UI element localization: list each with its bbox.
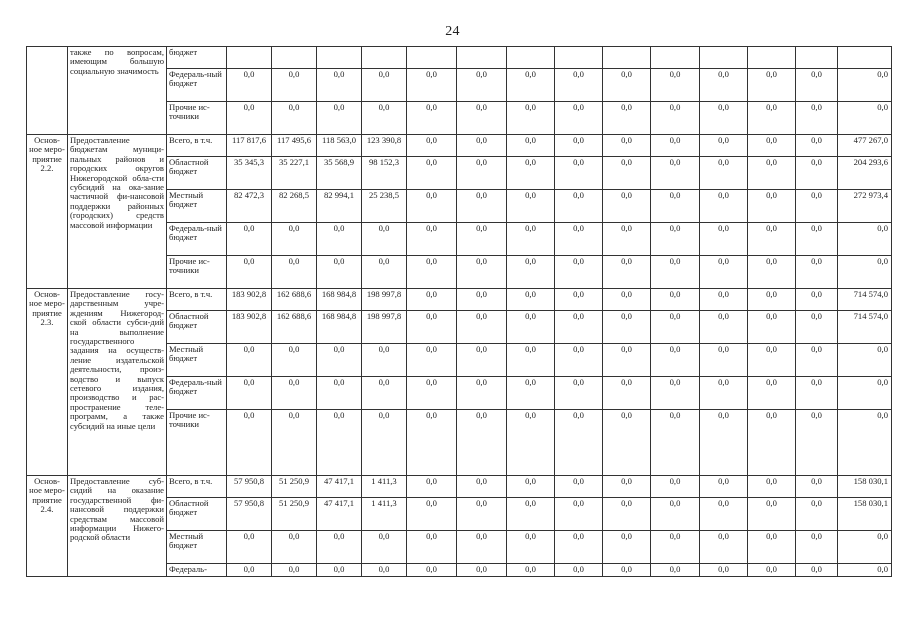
value-cell: 162 688,6	[272, 289, 317, 311]
funding-source-cell: Федераль-ный бюджет	[167, 69, 227, 102]
value-cell: 0,0	[651, 69, 700, 102]
value-cell: 0,0	[651, 410, 700, 476]
value-cell: 0,0	[457, 135, 507, 157]
value-cell: 0,0	[651, 135, 700, 157]
value-cell: 0,0	[457, 377, 507, 410]
value-cell: 0,0	[507, 377, 555, 410]
value-cell	[272, 47, 317, 69]
value-cell: 0,0	[748, 135, 796, 157]
value-cell: 0,0	[700, 223, 748, 256]
value-cell	[555, 47, 603, 69]
value-cell: 0,0	[555, 256, 603, 289]
value-cell: 0,0	[407, 256, 457, 289]
value-cell: 0,0	[362, 344, 407, 377]
value-cell: 0,0	[796, 69, 838, 102]
value-cell: 0,0	[838, 223, 892, 256]
value-cell: 0,0	[555, 311, 603, 344]
value-cell: 0,0	[603, 564, 651, 577]
value-cell: 183 902,8	[227, 311, 272, 344]
value-cell: 35 568,9	[317, 157, 362, 190]
value-cell: 0,0	[317, 223, 362, 256]
value-cell	[796, 47, 838, 69]
funding-source-cell: Местный бюджет	[167, 190, 227, 223]
value-cell: 0,0	[317, 564, 362, 577]
value-cell: 0,0	[317, 69, 362, 102]
value-cell: 0,0	[407, 289, 457, 311]
value-cell: 0,0	[603, 289, 651, 311]
value-cell	[748, 47, 796, 69]
funding-source-cell: Федераль-ный бюджет	[167, 223, 227, 256]
value-cell: 0,0	[700, 69, 748, 102]
value-cell: 0,0	[748, 564, 796, 577]
value-cell: 168 984,8	[317, 289, 362, 311]
value-cell: 1 411,3	[362, 476, 407, 498]
value-cell: 0,0	[555, 157, 603, 190]
value-cell: 0,0	[457, 157, 507, 190]
value-cell: 0,0	[227, 102, 272, 135]
table-row	[27, 289, 892, 311]
value-cell: 0,0	[407, 157, 457, 190]
value-cell: 0,0	[700, 135, 748, 157]
value-cell: 0,0	[603, 69, 651, 102]
value-cell: 0,0	[317, 344, 362, 377]
value-cell: 198 997,8	[362, 311, 407, 344]
value-cell: 0,0	[796, 190, 838, 223]
value-cell: 0,0	[317, 410, 362, 476]
value-cell: 0,0	[457, 476, 507, 498]
value-cell: 162 688,6	[272, 311, 317, 344]
funding-source-cell: Всего, в т.ч.	[167, 476, 227, 498]
value-cell: 0,0	[407, 102, 457, 135]
value-cell: 0,0	[362, 69, 407, 102]
funding-source-cell: Прочие ис-точники	[167, 256, 227, 289]
value-cell: 0,0	[555, 190, 603, 223]
value-cell: 0,0	[603, 476, 651, 498]
value-cell: 0,0	[796, 135, 838, 157]
value-cell: 0,0	[700, 311, 748, 344]
value-cell: 0,0	[457, 498, 507, 531]
value-cell: 123 390,8	[362, 135, 407, 157]
description-cell: Предоставление бюджетам муници-пальных районов и городских округов Нижегородской обла-сти субсидий на ока-зание частичной фи-нансовой поддержки районных (городских) средств массовой информации	[68, 135, 167, 289]
value-cell: 272 973,4	[838, 190, 892, 223]
value-cell: 0,0	[272, 564, 317, 577]
value-cell: 0,0	[362, 102, 407, 135]
value-cell: 0,0	[603, 157, 651, 190]
value-cell: 0,0	[603, 190, 651, 223]
value-cell: 0,0	[227, 344, 272, 377]
value-cell: 0,0	[748, 377, 796, 410]
funding-source-cell: Местный бюджет	[167, 344, 227, 377]
value-cell: 0,0	[457, 564, 507, 577]
value-cell: 118 563,0	[317, 135, 362, 157]
value-cell: 0,0	[555, 102, 603, 135]
value-cell: 0,0	[603, 531, 651, 564]
value-cell: 0,0	[651, 531, 700, 564]
value-cell: 0,0	[272, 256, 317, 289]
value-cell: 0,0	[700, 157, 748, 190]
value-cell: 0,0	[272, 223, 317, 256]
value-cell: 0,0	[796, 498, 838, 531]
value-cell: 0,0	[272, 410, 317, 476]
value-cell: 183 902,8	[227, 289, 272, 311]
value-cell: 47 417,1	[317, 498, 362, 531]
value-cell: 0,0	[700, 531, 748, 564]
value-cell: 0,0	[407, 135, 457, 157]
description-cell: Предоставление госу-дарственным учре-ждениям Нижегород-ской области субси-дий на выполнение государственного задания на осуществ-ление издательской деятельности, произ-водство и выпуск сетевого издания, производство и рас-пространение теле-программ, а также субсидий на иные цели	[68, 289, 167, 476]
value-cell: 0,0	[748, 157, 796, 190]
value-cell: 0,0	[796, 564, 838, 577]
value-cell: 0,0	[603, 311, 651, 344]
value-cell: 0,0	[407, 531, 457, 564]
value-cell: 0,0	[603, 344, 651, 377]
value-cell: 0,0	[227, 531, 272, 564]
value-cell: 0,0	[272, 531, 317, 564]
funding-source-cell: Федераль-	[167, 564, 227, 577]
value-cell: 0,0	[555, 69, 603, 102]
value-cell: 0,0	[796, 289, 838, 311]
value-cell: 0,0	[317, 531, 362, 564]
value-cell: 0,0	[796, 344, 838, 377]
value-cell: 0,0	[700, 564, 748, 577]
value-cell: 0,0	[748, 256, 796, 289]
value-cell: 0,0	[317, 102, 362, 135]
funding-source-cell: Прочие ис-точники	[167, 410, 227, 476]
funding-source-cell: Областной бюджет	[167, 311, 227, 344]
value-cell: 0,0	[227, 256, 272, 289]
value-cell: 0,0	[603, 498, 651, 531]
value-cell: 117 817,6	[227, 135, 272, 157]
value-cell	[362, 47, 407, 69]
value-cell: 477 267,0	[838, 135, 892, 157]
value-cell: 0,0	[555, 344, 603, 377]
value-cell: 0,0	[555, 498, 603, 531]
value-cell: 0,0	[227, 564, 272, 577]
value-cell: 0,0	[407, 223, 457, 256]
value-cell: 0,0	[748, 190, 796, 223]
value-cell: 0,0	[457, 531, 507, 564]
value-cell: 0,0	[555, 289, 603, 311]
value-cell: 0,0	[651, 289, 700, 311]
value-cell: 0,0	[796, 157, 838, 190]
value-cell: 0,0	[457, 410, 507, 476]
value-cell: 0,0	[457, 289, 507, 311]
value-cell: 0,0	[457, 256, 507, 289]
value-cell: 168 984,8	[317, 311, 362, 344]
value-cell: 0,0	[555, 410, 603, 476]
value-cell: 0,0	[507, 223, 555, 256]
table-row	[27, 47, 892, 69]
value-cell: 0,0	[748, 344, 796, 377]
value-cell: 0,0	[227, 377, 272, 410]
value-cell	[407, 47, 457, 69]
value-cell: 0,0	[748, 410, 796, 476]
value-cell: 82 472,3	[227, 190, 272, 223]
value-cell: 0,0	[555, 377, 603, 410]
value-cell: 57 950,8	[227, 498, 272, 531]
funding-source-cell: Местный бюджет	[167, 531, 227, 564]
value-cell: 0,0	[700, 256, 748, 289]
value-cell: 1 411,3	[362, 498, 407, 531]
value-cell: 0,0	[507, 157, 555, 190]
value-cell: 98 152,3	[362, 157, 407, 190]
value-cell: 0,0	[407, 564, 457, 577]
value-cell: 0,0	[796, 102, 838, 135]
value-cell: 0,0	[796, 256, 838, 289]
value-cell: 0,0	[651, 377, 700, 410]
value-cell: 0,0	[603, 102, 651, 135]
value-cell: 0,0	[362, 256, 407, 289]
value-cell: 0,0	[838, 69, 892, 102]
value-cell: 0,0	[748, 531, 796, 564]
value-cell: 0,0	[796, 223, 838, 256]
value-cell: 57 950,8	[227, 476, 272, 498]
funding-source-cell: бюджет	[167, 47, 227, 69]
value-cell: 0,0	[457, 190, 507, 223]
value-cell: 0,0	[407, 344, 457, 377]
value-cell: 158 030,1	[838, 498, 892, 531]
value-cell: 0,0	[700, 410, 748, 476]
value-cell: 0,0	[507, 410, 555, 476]
value-cell: 0,0	[407, 69, 457, 102]
value-cell: 0,0	[317, 256, 362, 289]
value-cell: 0,0	[651, 311, 700, 344]
value-cell: 0,0	[507, 256, 555, 289]
funding-source-cell: Областной бюджет	[167, 498, 227, 531]
value-cell: 0,0	[651, 223, 700, 256]
value-cell: 0,0	[507, 311, 555, 344]
description-cell: Предоставление суб-сидий на оказание государственной фи-нансовой поддержки средствам массовой информации Нижего-родской области	[68, 476, 167, 577]
action-cell: Основ-ное меро-приятие 2.3.	[27, 289, 68, 476]
value-cell: 0,0	[796, 377, 838, 410]
value-cell: 0,0	[603, 135, 651, 157]
value-cell: 0,0	[700, 476, 748, 498]
value-cell: 0,0	[651, 498, 700, 531]
value-cell: 0,0	[272, 102, 317, 135]
value-cell: 0,0	[272, 377, 317, 410]
value-cell: 0,0	[651, 344, 700, 377]
value-cell: 0,0	[272, 344, 317, 377]
funding-source-cell: Всего, в т.ч.	[167, 135, 227, 157]
value-cell: 0,0	[748, 289, 796, 311]
value-cell: 51 250,9	[272, 498, 317, 531]
value-cell: 0,0	[748, 69, 796, 102]
value-cell: 0,0	[362, 564, 407, 577]
value-cell: 0,0	[507, 498, 555, 531]
value-cell: 0,0	[507, 531, 555, 564]
budget-table	[26, 46, 892, 577]
value-cell: 0,0	[457, 311, 507, 344]
action-cell: Основ-ное меро-приятие 2.4.	[27, 476, 68, 577]
value-cell	[457, 47, 507, 69]
value-cell: 0,0	[407, 190, 457, 223]
value-cell: 0,0	[362, 531, 407, 564]
value-cell: 0,0	[700, 498, 748, 531]
value-cell: 0,0	[838, 256, 892, 289]
value-cell	[507, 47, 555, 69]
value-cell: 714 574,0	[838, 311, 892, 344]
value-cell: 0,0	[838, 531, 892, 564]
value-cell: 0,0	[838, 344, 892, 377]
value-cell: 0,0	[651, 190, 700, 223]
value-cell: 0,0	[507, 190, 555, 223]
value-cell: 47 417,1	[317, 476, 362, 498]
value-cell: 0,0	[227, 69, 272, 102]
value-cell: 0,0	[748, 476, 796, 498]
value-cell: 0,0	[555, 476, 603, 498]
value-cell: 0,0	[317, 377, 362, 410]
value-cell	[603, 47, 651, 69]
funding-source-cell: Федераль-ный бюджет	[167, 377, 227, 410]
value-cell: 0,0	[507, 289, 555, 311]
value-cell: 0,0	[555, 135, 603, 157]
value-cell: 0,0	[651, 256, 700, 289]
value-cell: 0,0	[700, 377, 748, 410]
value-cell: 51 250,9	[272, 476, 317, 498]
value-cell: 158 030,1	[838, 476, 892, 498]
value-cell: 0,0	[407, 498, 457, 531]
page-number: 24	[445, 24, 460, 39]
value-cell: 0,0	[362, 377, 407, 410]
value-cell: 0,0	[796, 531, 838, 564]
value-cell: 0,0	[700, 344, 748, 377]
value-cell: 25 238,5	[362, 190, 407, 223]
value-cell: 0,0	[748, 498, 796, 531]
value-cell: 0,0	[838, 564, 892, 577]
budget-table-body	[27, 47, 892, 577]
action-cell: Основ-ное меро-приятие 2.2.	[27, 135, 68, 289]
value-cell: 0,0	[838, 410, 892, 476]
value-cell: 0,0	[603, 256, 651, 289]
value-cell: 0,0	[507, 69, 555, 102]
value-cell: 0,0	[457, 69, 507, 102]
value-cell: 0,0	[407, 410, 457, 476]
value-cell: 0,0	[651, 476, 700, 498]
value-cell: 0,0	[555, 564, 603, 577]
value-cell	[317, 47, 362, 69]
value-cell: 0,0	[748, 223, 796, 256]
table-row	[27, 135, 892, 157]
action-cell	[27, 47, 68, 135]
funding-source-cell: Прочие ис-точники	[167, 102, 227, 135]
value-cell: 82 994,1	[317, 190, 362, 223]
value-cell: 0,0	[838, 102, 892, 135]
value-cell: 0,0	[407, 311, 457, 344]
value-cell: 0,0	[457, 102, 507, 135]
value-cell: 0,0	[227, 410, 272, 476]
value-cell: 82 268,5	[272, 190, 317, 223]
value-cell: 0,0	[651, 157, 700, 190]
value-cell: 0,0	[700, 102, 748, 135]
value-cell: 0,0	[272, 69, 317, 102]
value-cell: 0,0	[796, 476, 838, 498]
value-cell: 204 293,6	[838, 157, 892, 190]
funding-source-cell: Всего, в т.ч.	[167, 289, 227, 311]
value-cell: 0,0	[227, 223, 272, 256]
value-cell: 35 345,3	[227, 157, 272, 190]
value-cell: 0,0	[507, 476, 555, 498]
value-cell: 0,0	[507, 344, 555, 377]
value-cell: 0,0	[651, 102, 700, 135]
value-cell: 198 997,8	[362, 289, 407, 311]
value-cell: 0,0	[748, 311, 796, 344]
value-cell: 0,0	[603, 377, 651, 410]
value-cell	[227, 47, 272, 69]
value-cell: 0,0	[362, 223, 407, 256]
value-cell: 0,0	[700, 289, 748, 311]
value-cell: 0,0	[407, 476, 457, 498]
funding-source-cell: Областной бюджет	[167, 157, 227, 190]
value-cell: 0,0	[457, 344, 507, 377]
value-cell: 0,0	[796, 311, 838, 344]
value-cell: 0,0	[700, 190, 748, 223]
value-cell: 0,0	[796, 410, 838, 476]
value-cell: 0,0	[507, 135, 555, 157]
value-cell: 0,0	[651, 564, 700, 577]
value-cell	[700, 47, 748, 69]
value-cell: 0,0	[838, 377, 892, 410]
table-row	[27, 476, 892, 498]
value-cell: 0,0	[555, 531, 603, 564]
value-cell	[838, 47, 892, 69]
value-cell: 0,0	[507, 102, 555, 135]
value-cell: 0,0	[407, 377, 457, 410]
value-cell: 35 227,1	[272, 157, 317, 190]
value-cell: 0,0	[362, 410, 407, 476]
value-cell: 0,0	[748, 102, 796, 135]
value-cell: 0,0	[603, 223, 651, 256]
description-cell: также по вопросам, имеющим большую социальную значимость	[68, 47, 167, 135]
value-cell: 714 574,0	[838, 289, 892, 311]
value-cell	[651, 47, 700, 69]
value-cell: 0,0	[603, 410, 651, 476]
value-cell: 0,0	[555, 223, 603, 256]
value-cell: 117 495,6	[272, 135, 317, 157]
value-cell: 0,0	[457, 223, 507, 256]
value-cell: 0,0	[507, 564, 555, 577]
